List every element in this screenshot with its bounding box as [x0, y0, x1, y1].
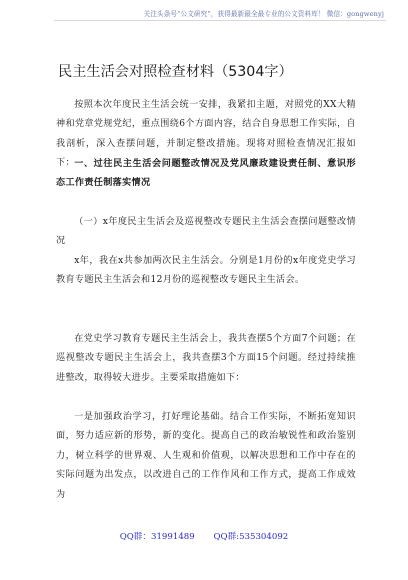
measure-paragraph: 一是加强政治学习，打好理论基础。结合工作实际，不断拓宽知识面，努力适应新的形势，新的变化。提高自己的政治敏锐性和政治鉴别力，树立科学的世界观、人生观和价值观，以解决思想和工作中存在的实际问题为出发点，以改进自己的工作作风和工作方式，提高工作成效为 — [56, 412, 356, 500]
footer-qq-group-1: QQ群：31991489 — [119, 532, 195, 542]
section-heading-1: 一、过往民主生活会问题整改情况及党风廉政建设责任制、意识形态工作责任制落实情况 — [56, 159, 356, 189]
page-footer — [0, 530, 408, 542]
document-title: 民主生活会对照检查材料（5304字） — [58, 64, 293, 80]
header-banner: 关注头条号“公文研究”，获得最新最全最专业的公文资料库！ 微信：gongwenyj — [143, 10, 384, 18]
footer-qq-group-2: QQ群:535304092 — [213, 532, 289, 542]
subsection-heading-1: （一）x年度民主生活会及巡视整改专题民主生活会查摆问题整改情况 — [56, 217, 356, 247]
header-divider — [54, 20, 386, 21]
intro-paragraph: 按照本次年度民主生活会统一安排，我紧扣主题，对照党的XX大精神和党章党规党纪，重点围绕6个方面内容，结合自身思想工作实际，自我剖析，深入查摆问题，并制定整改措施。现将对照检查情况汇报如下： — [56, 100, 356, 169]
meetings-paragraph: x年，我在x共参加两次民主生活会。分别是1月份的x年度党史学习教育专题民主生活会和12月份的巡视整改专题民主生活会。 — [56, 256, 356, 286]
problems-paragraph: 在党史学习教育专题民主生活会上，我共查摆5个方面7个问题；在巡视整改专题民主生活会上，我共查摆3个方面15个问题。经过持续推进整改，取得较大进步。主要采取措施如下： — [56, 334, 356, 383]
